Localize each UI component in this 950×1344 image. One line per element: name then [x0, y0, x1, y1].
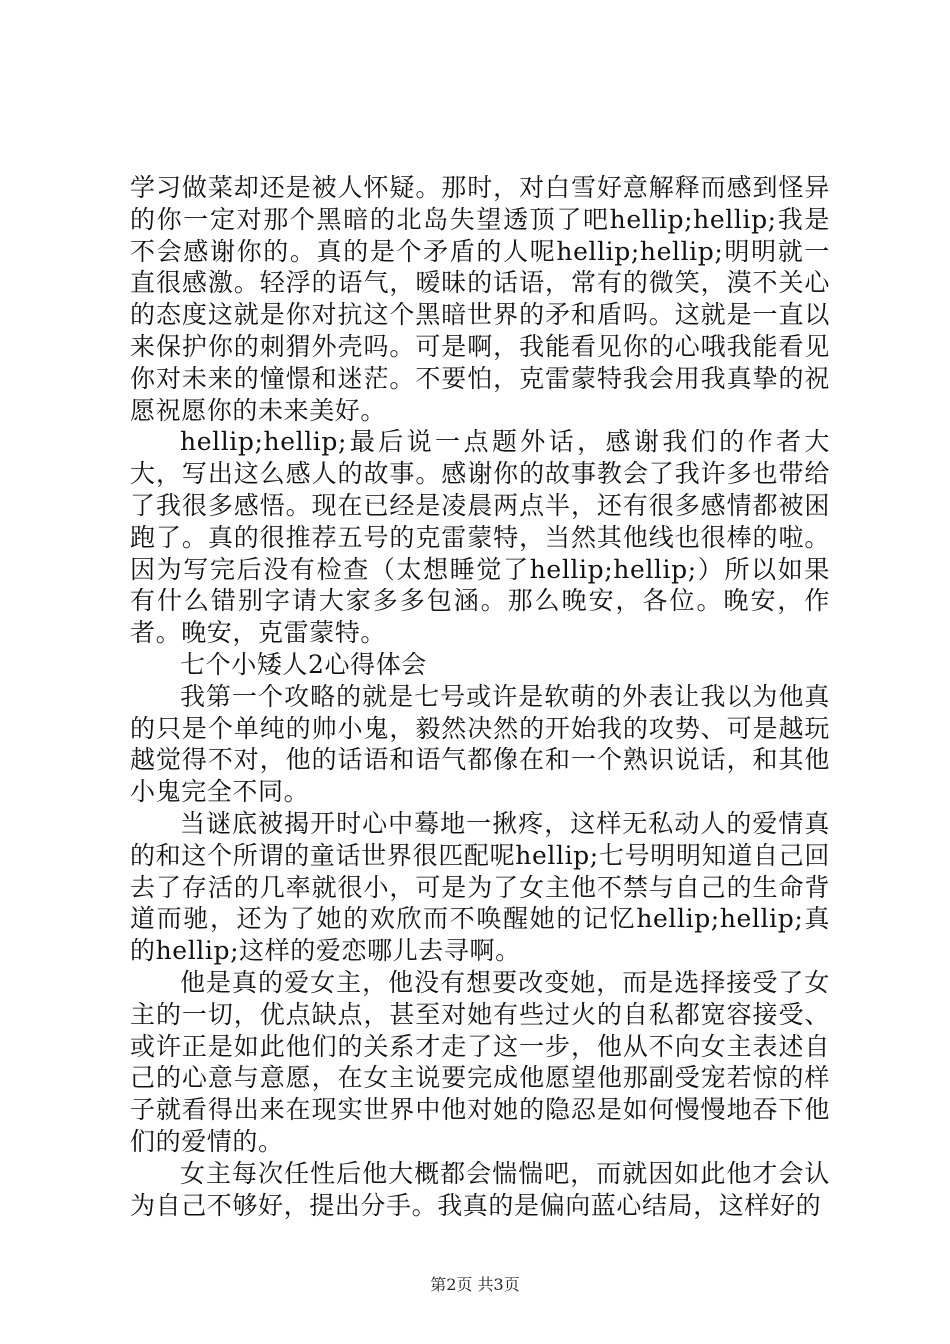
paragraph-2: hellip;hellip;最后说一点题外话，感谢我们的作者大大，写出这么感人的故事。感谢你的故事教会了我许多也带给了我很多感悟。现在已经是凌晨两点半，还有很多感情都被困跑了。真的很推荐五号的克雷蒙特，当然其他线也很棒的啦。因为写完后没有检查（太想睡觉了hellip;hellip;）所以如果有什么错别字请大家多多包涵。那么晚安，各位。晚安，作者。晚安，克雷蒙特。	[130, 427, 830, 648]
paragraph-3: 我第一个攻略的就是七号或许是软萌的外表让我以为他真的只是个单纯的帅小鬼，毅然决然的开始我的攻势、可是越玩越觉得不对，他的话语和语气都像在和一个熟识说话，和其他小鬼完全不同。	[130, 681, 830, 807]
paragraph-5: 他是真的爱女主，他没有想要改变她，而是选择接受了女主的一切，优点缺点，甚至对她有些过火的自私都宽容接受、或许正是如此他们的关系才走了这一步，他从不向女主表述自己的心意与意愿，在女主说要完成他愿望他那副受宠若惊的样子就看得出来在现实世界中他对她的隐忍是如何慢慢地吞下他们的爱情的。	[130, 967, 830, 1156]
page-number-footer: 第2页 共3页	[430, 1275, 520, 1294]
document-body	[130, 172, 830, 1221]
paragraph-6: 女主每次任性后他大概都会惴惴吧，而就因如此他才会认为自己不够好，提出分手。我真的是偏向蓝心结局，这样好的	[130, 1158, 830, 1220]
section-title: 七个小矮人2心得体会	[180, 649, 427, 679]
paragraph-4: 当谜底被揭开时心中蓦地一揪疼，这样无私动人的爱情真的和这个所谓的童话世界很匹配呢hellip;七号明明知道自己回去了存活的几率就很小，可是为了女主他不禁与自己的生命背道而驰，还为了她的欢欣而不唤醒她的记忆hellip;hellip;真的hellip;这样的爱恋哪儿去寻啊。	[130, 808, 830, 966]
paragraph-1: 学习做菜却还是被人怀疑。那时，对白雪好意解释而感到怪异的你一定对那个黑暗的北岛失望透顶了吧hellip;hellip;我是不会感谢你的。真的是个矛盾的人呢hellip;hellip;明明就一直很感激。轻浮的语气，暧昧的话语，常有的微笑，漠不关心的态度这就是你对抗这个黑暗世界的矛和盾吗。这就是一直以来保护你的刺猬外壳吗。可是啊，我能看见你的心哦我能看见你对未来的憧憬和迷茫。不要怕，克雷蒙特我会用我真挚的祝愿祝愿你的未来美好。	[130, 173, 830, 425]
